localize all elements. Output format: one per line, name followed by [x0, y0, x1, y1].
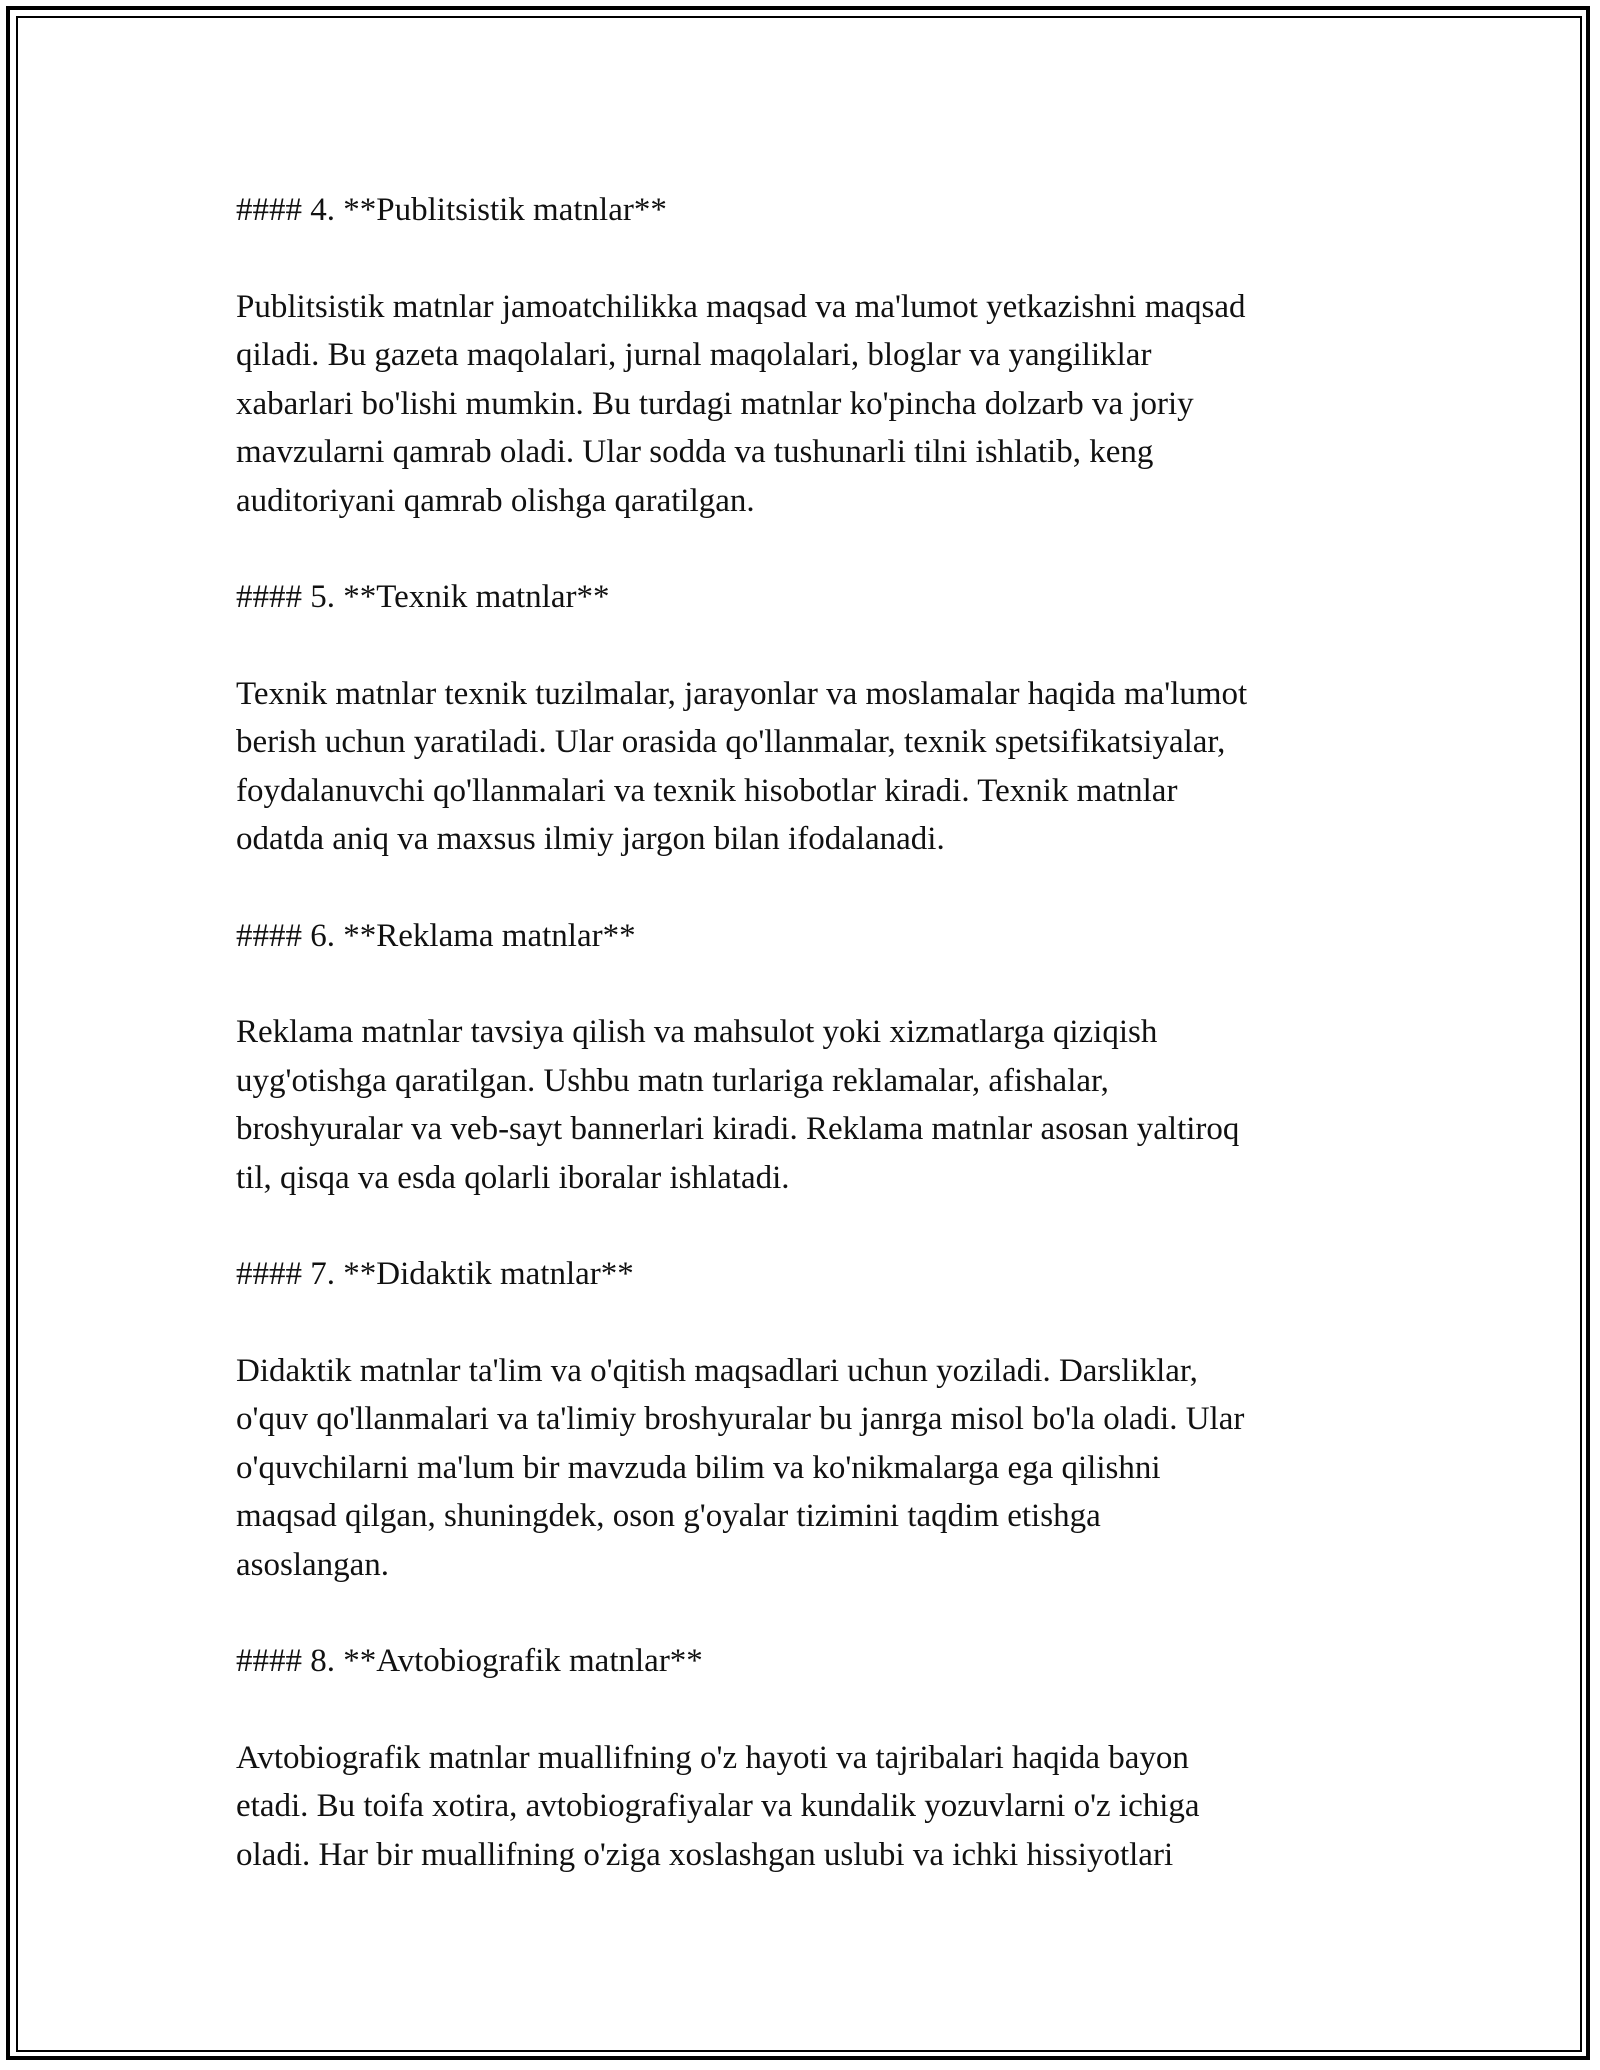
paragraph-line: qiladi. Bu gazeta maqolalari, jurnal maqolalari, bloglar va yangiliklar [236, 337, 1152, 373]
paragraph-line: uyg'otishga qaratilgan. Ushbu matn turlariga reklamalar, afishalar, [236, 1062, 1109, 1099]
section-avtobiografik [236, 1637, 1376, 1879]
section-paragraph [236, 283, 1376, 526]
paragraph-line: etadi. Bu toifa xotira, avtobiografiyalar va kundalik yozuvlarni o'z ichiga [236, 1788, 1200, 1824]
section-heading: #### 6. **Reklama matnlar** [236, 917, 636, 954]
paragraph-line: odatda aniq va maxsus ilmiy jargon bilan ifodalanadi. [236, 821, 945, 857]
section-reklama [236, 912, 1376, 1203]
section-heading: #### 7. **Didaktik matnlar** [236, 1256, 634, 1292]
section-heading: #### 5. **Texnik matnlar** [236, 579, 610, 615]
section-paragraph [236, 1734, 1376, 1880]
section-texnik [236, 573, 1376, 864]
paragraph-line: Texnik matnlar texnik tuzilmalar, jarayonlar va moslamalar haqida ma'lumot [236, 675, 1248, 712]
paragraph-line: auditoriyani qamrab olishga qaratilgan. [236, 482, 755, 519]
paragraph-line: xabarlari bo'lishi mumkin. Bu turdagi matnlar ko'pincha dolzarb va joriy [236, 385, 1194, 422]
paragraph-line: til, qisqa va esda qolarli iboralar ishlatadi. [236, 1159, 790, 1196]
section-paragraph [236, 1008, 1376, 1202]
paragraph-line: Publitsistik matnlar jamoatchilikka maqsad va ma'lumot yetkazishni maqsad [236, 288, 1246, 325]
paragraph-line: o'quvchilarni ma'lum bir mavzuda bilim va ko'nikmalarga ega qilishni [236, 1449, 1161, 1486]
paragraph-line: o'quv qo'llanmalari va ta'limiy broshyuralar bu janrga misol bo'la oladi. Ular [236, 1401, 1245, 1437]
paragraph-line: Reklama matnlar tavsiya qilish va mahsulot yoki xizmatlarga qiziqish [236, 1014, 1158, 1050]
section-heading: #### 8. **Avtobiografik matnlar** [236, 1643, 703, 1679]
section-paragraph [236, 670, 1376, 864]
section-paragraph [236, 1347, 1376, 1590]
section-heading: #### 4. **Publitsistik matnlar** [236, 192, 667, 228]
paragraph-line: mavzularni qamrab oladi. Ular sodda va tushunarli tilni ishlatib, keng [236, 434, 1154, 470]
paragraph-line: broshyuralar va veb-sayt bannerlari kiradi. Reklama matnlar asosan yaltiroq [236, 1111, 1240, 1147]
document-body [236, 186, 1376, 1927]
paragraph-line: oladi. Har bir muallifning o'ziga xoslashgan uslubi va ichki hissiyotlari [236, 1836, 1174, 1873]
section-didaktik [236, 1250, 1376, 1589]
paragraph-line: asoslangan. [236, 1546, 390, 1583]
paragraph-line: maqsad qilgan, shuningdek, oson g'oyalar tizimini taqdim etishga [236, 1498, 1101, 1534]
paragraph-line: Avtobiografik matnlar muallifning o'z hayoti va tajribalari haqida bayon [236, 1739, 1189, 1776]
paragraph-line: foydalanuvchi qo'llanmalari va texnik hisobotlar kiradi. Texnik matnlar [236, 772, 1178, 809]
paragraph-line: berish uchun yaratiladi. Ular orasida qo'llanmalar, texnik spetsifikatsiyalar, [236, 724, 1226, 760]
section-publitsistik [236, 186, 1376, 525]
paragraph-line: Didaktik matnlar ta'lim va o'qitish maqsadlari uchun yoziladi. Darsliklar, [236, 1352, 1198, 1389]
